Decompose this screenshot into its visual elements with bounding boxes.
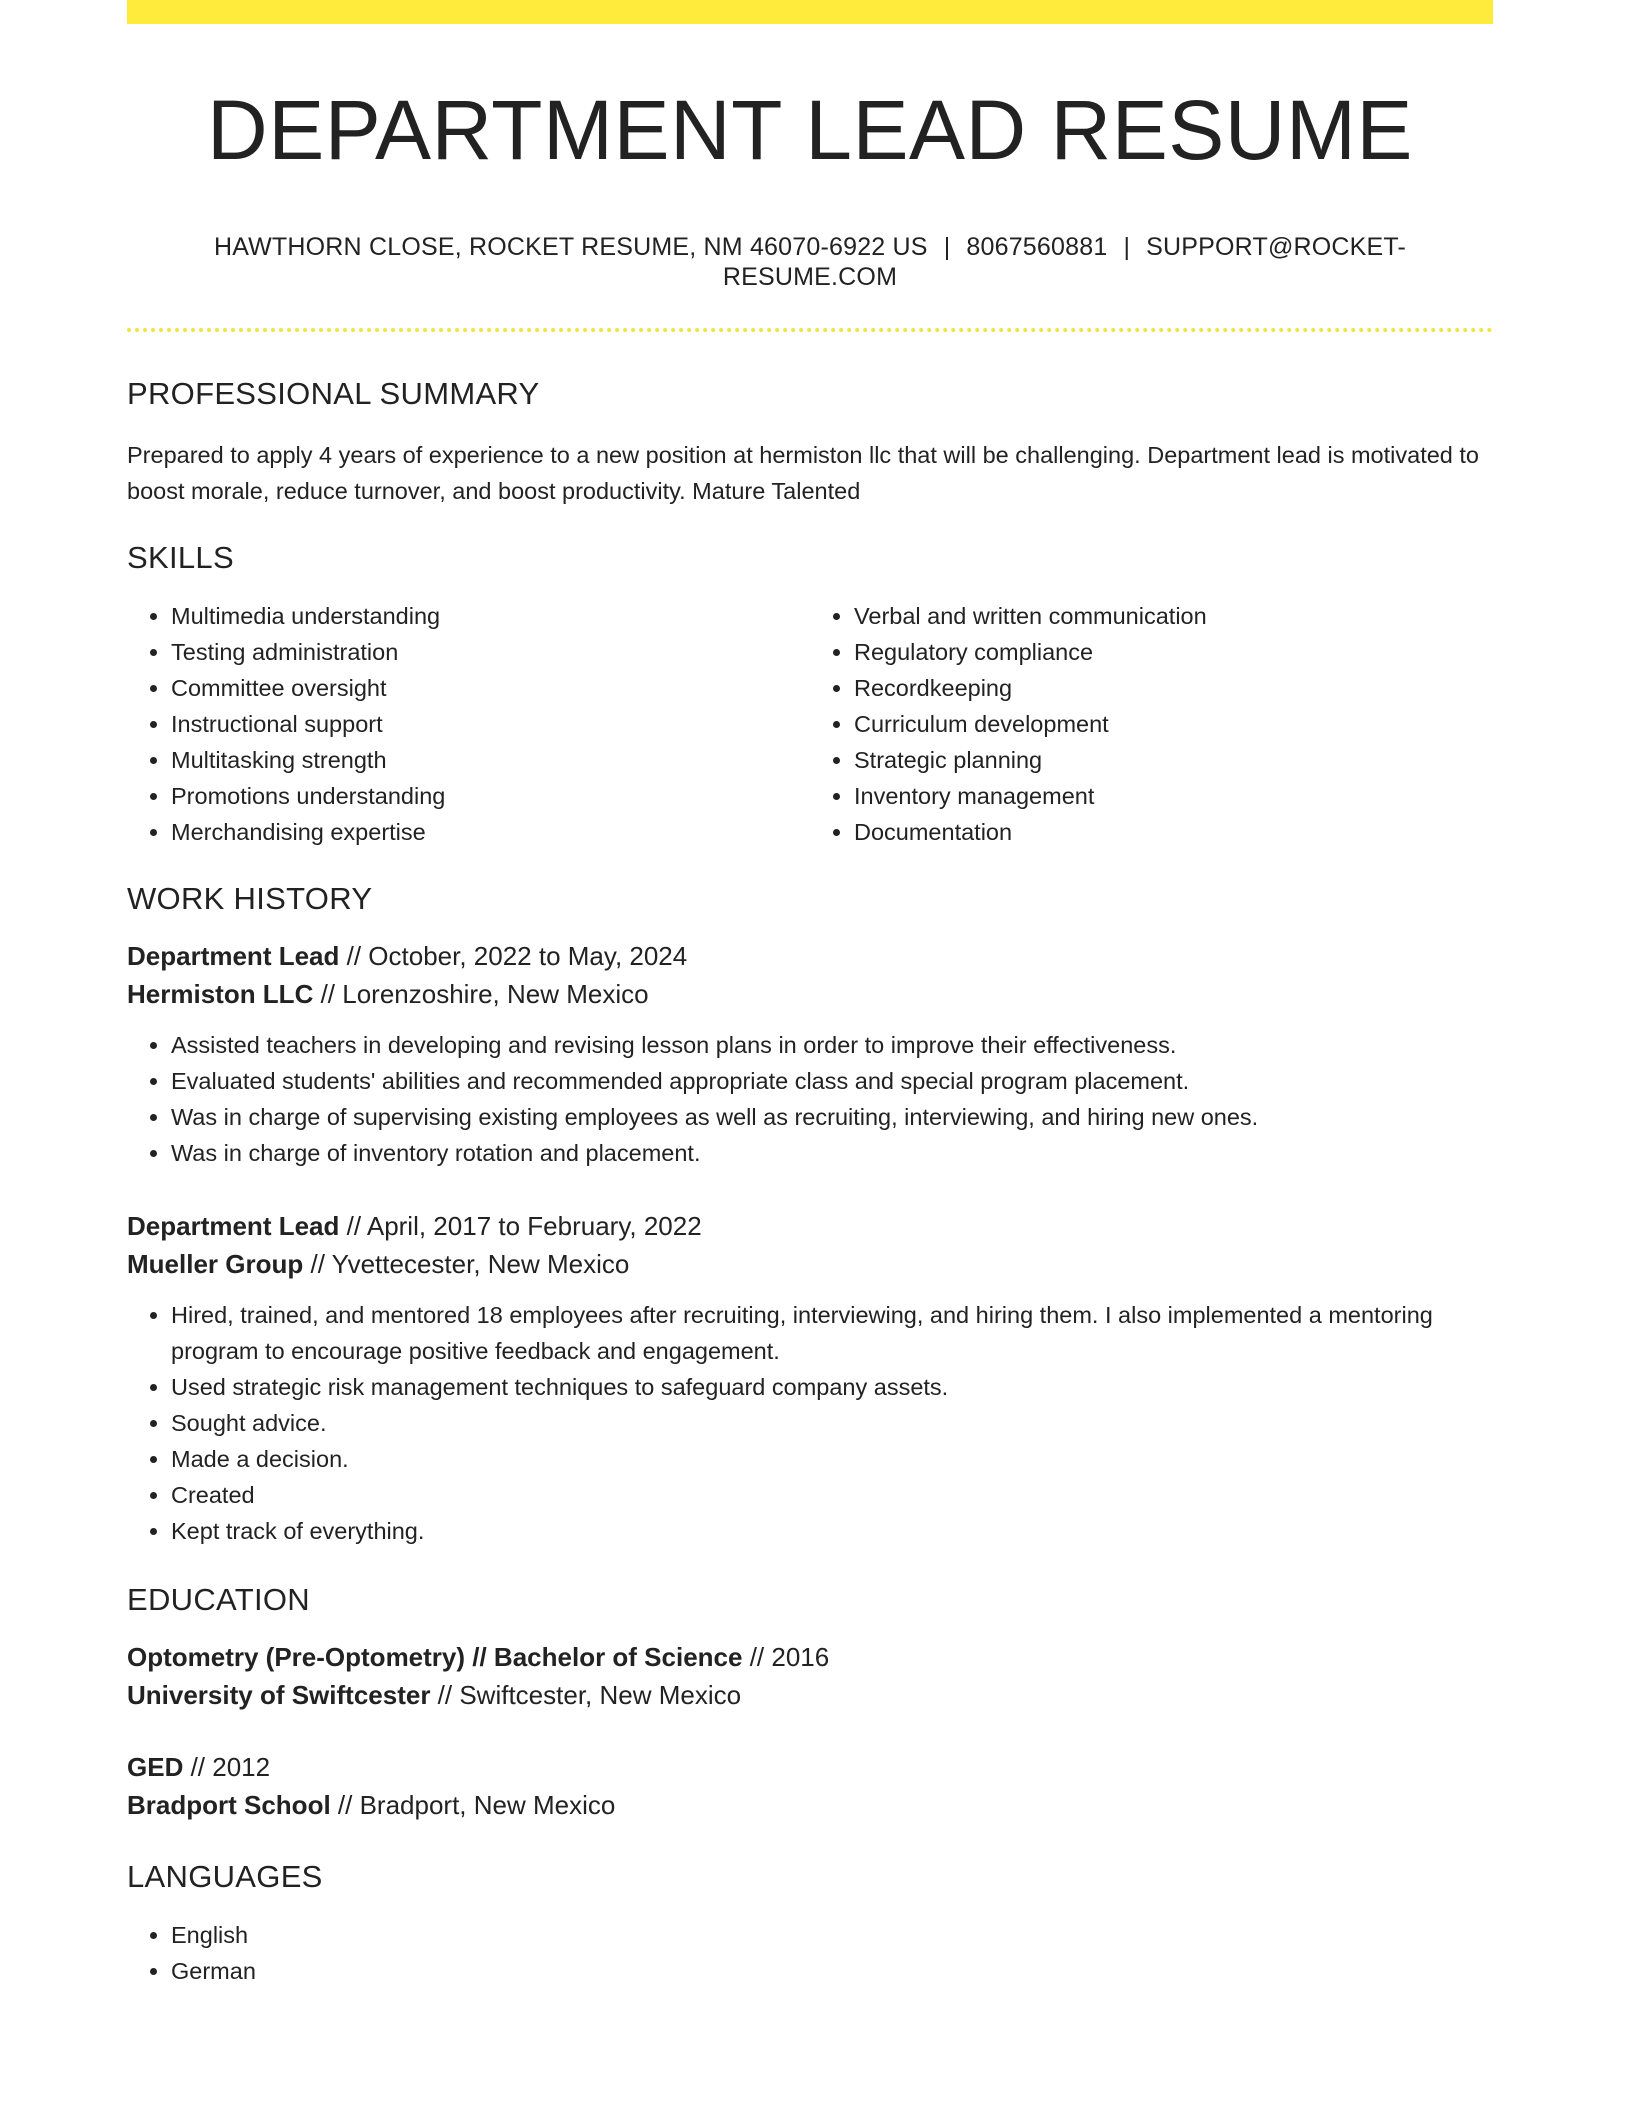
job-role-line: [127, 1207, 1493, 1245]
job-company: Mueller Group: [127, 1248, 304, 1279]
summary-heading: PROFESSIONAL SUMMARY: [127, 376, 540, 412]
accent-bar: [127, 0, 1493, 24]
language-item: • English: [171, 1917, 1493, 1953]
contact-phone: 8067560881: [966, 233, 1108, 262]
education-degree: GED: [127, 1752, 184, 1783]
skills-columns: [127, 598, 1493, 850]
job-bullet: • Assisted teachers in developing and revising lesson plans in order to improve their effectiveness.: [171, 1027, 1493, 1063]
education-entry: [127, 1748, 1493, 1824]
education-degree-line: [127, 1638, 1493, 1676]
education-year: // 2012: [183, 1752, 271, 1783]
education-year: // 2016: [742, 1642, 830, 1673]
education-degree: Optometry (Pre-Optometry) // Bachelor of Science: [127, 1642, 743, 1673]
education-school-line: [127, 1676, 1493, 1714]
resume-page: [127, 0, 1493, 1989]
skill-item: • Multimedia understanding: [171, 598, 810, 634]
job-entry: [127, 1207, 1493, 1549]
languages-list: [127, 1917, 1493, 1989]
skill-item: • Merchandising expertise: [171, 814, 810, 850]
contact-line: [127, 232, 1493, 292]
contact-separator: |: [1123, 233, 1131, 262]
education-school: Bradport School: [127, 1790, 331, 1821]
skill-item: • Inventory management: [854, 778, 1493, 814]
skill-item: • Verbal and written communication: [854, 598, 1493, 634]
education-school-line: [127, 1786, 1493, 1824]
skill-item: • Committee oversight: [171, 670, 810, 706]
skill-item: • Promotions understanding: [171, 778, 810, 814]
language-item: • German: [171, 1953, 1493, 1989]
job-bullet: • Was in charge of inventory rotation and placement.: [171, 1135, 1493, 1171]
job-bullet: • Made a decision.: [171, 1441, 1493, 1477]
education-school: University of Swiftcester: [127, 1680, 431, 1711]
education-location: // Bradport, New Mexico: [330, 1790, 616, 1821]
job-bullet: • Was in charge of supervising existing employees as well as recruiting, interviewing, and hiring new ones.: [171, 1099, 1493, 1135]
job-bullet: • Hired, trained, and mentored 18 employees after recruiting, interviewing, and hiring them. I also implemented a mentoring program to encourage positive feedback and engagement.: [171, 1297, 1493, 1369]
job-bullet: • Used strategic risk management techniques to safeguard company assets.: [171, 1369, 1493, 1405]
skills-list-right: [810, 598, 1493, 850]
skill-item: • Testing administration: [171, 634, 810, 670]
contact-email: SUPPORT@ROCKET-RESUME.COM: [722, 233, 1407, 292]
resume-title: DEPARTMENT LEAD RESUME: [207, 83, 1413, 177]
skill-item: • Regulatory compliance: [854, 634, 1493, 670]
summary-text: Prepared to apply 4 years of experience to a new position at hermiston llc that will be challenging. Department lead is motivated to boost morale, reduce turnover, and boost productivity. Mature Talented: [127, 441, 1479, 504]
education-degree-line: [127, 1748, 1493, 1786]
skill-item: • Instructional support: [171, 706, 810, 742]
skills-list-left: [127, 598, 810, 850]
job-company-line: [127, 1245, 1493, 1283]
languages-heading: LANGUAGES: [127, 1859, 323, 1895]
work-history-heading: WORK HISTORY: [127, 880, 373, 916]
skill-item: • Curriculum development: [854, 706, 1493, 742]
job-bullet: • Created: [171, 1477, 1493, 1513]
education-heading: EDUCATION: [127, 1581, 310, 1617]
job-dates: // October, 2022 to May, 2024: [339, 940, 688, 971]
job-company: Hermiston LLC: [127, 978, 314, 1009]
job-bullet: • Evaluated students' abilities and recommended appropriate class and special program placement.: [171, 1063, 1493, 1099]
job-dates: // April, 2017 to February, 2022: [339, 1210, 702, 1241]
job-bullets: [127, 1297, 1493, 1549]
skill-item: • Strategic planning: [854, 742, 1493, 778]
skill-item: • Recordkeeping: [854, 670, 1493, 706]
job-location: // Yvettecester, New Mexico: [303, 1248, 630, 1279]
skill-item: • Multitasking strength: [171, 742, 810, 778]
contact-separator: |: [943, 233, 951, 262]
education-entry: [127, 1638, 1493, 1714]
job-role: Department Lead: [127, 1210, 340, 1241]
job-company-line: [127, 975, 1493, 1013]
skills-heading: SKILLS: [127, 539, 234, 575]
job-entry: [127, 937, 1493, 1171]
job-bullet: • Kept track of everything.: [171, 1513, 1493, 1549]
education-location: // Swiftcester, New Mexico: [430, 1680, 742, 1711]
job-role-line: [127, 937, 1493, 975]
dotted-divider: [127, 328, 1493, 332]
job-role: Department Lead: [127, 940, 340, 971]
job-location: // Lorenzoshire, New Mexico: [313, 978, 649, 1009]
skill-item: • Documentation: [854, 814, 1493, 850]
contact-address: HAWTHORN CLOSE, ROCKET RESUME, NM 46070-6922 US: [213, 233, 928, 262]
job-bullets: [127, 1027, 1493, 1171]
job-bullet: • Sought advice.: [171, 1405, 1493, 1441]
